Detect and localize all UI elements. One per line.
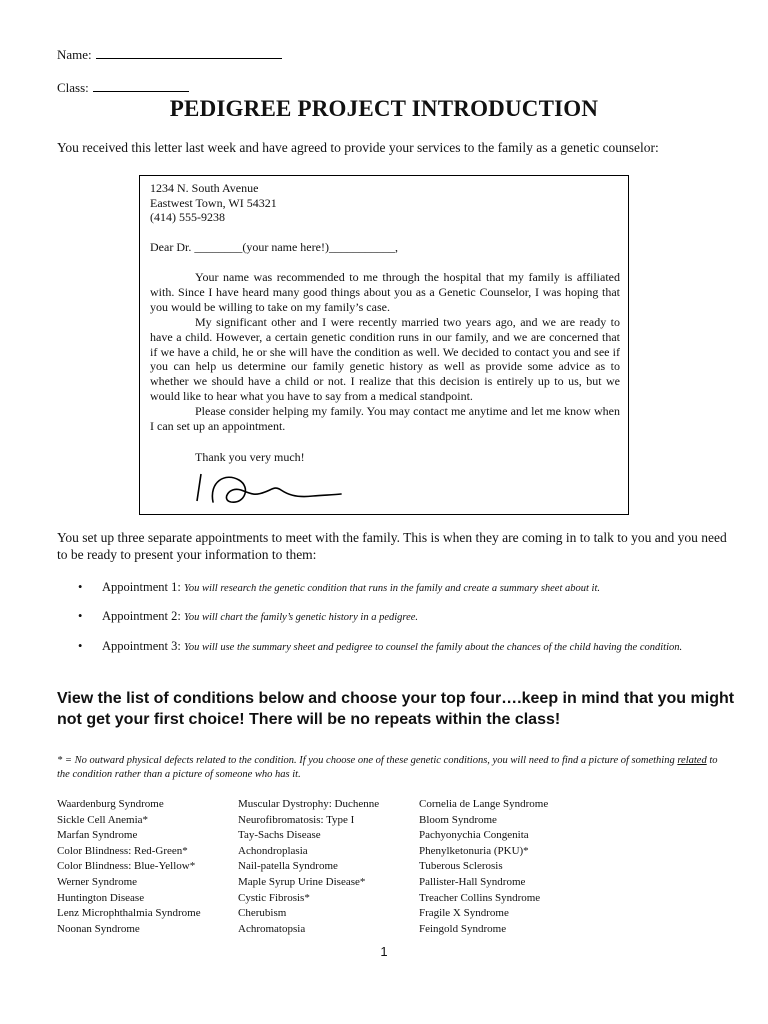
list-item: Treacher Collins Syndrome — [419, 891, 541, 904]
bullet-icon: • — [78, 639, 83, 653]
greeting-name: ________(your name here!)___________, — [194, 240, 398, 254]
list-item: Achromatopsia — [238, 922, 306, 935]
list-item: Muscular Dystrophy: Duchenne — [238, 798, 380, 810]
name-label: Name: — [57, 47, 92, 62]
appointment-desc: You will use the summary sheet and pedigree to counsel the family about the chances of the child having the condition. — [183, 642, 683, 653]
conditions-column-2 — [238, 797, 379, 937]
letter-paragraph: My significant other and I were recently married two years ago, and we are ready to have a child. However, a certain genetic condition runs in our family, and we are concerned that if we have a child, he or she will have the condition as well. We decided to contact you and see if you can help us determine our family genetic history as well as provide some advice as to whether we should have a child or not. I realize that this decision is entirely up to us, but we would like to hear what you have to say from a medical standpoint. — [150, 314, 620, 404]
appointment-label: Appointment 2: — [102, 609, 181, 623]
appointment-label: Appointment 3: — [102, 639, 181, 653]
list-item: Feingold Syndrome — [419, 922, 507, 935]
letter-address — [150, 181, 277, 225]
list-item — [78, 609, 418, 624]
conditions-note — [57, 754, 727, 781]
page-number: 1 — [380, 944, 388, 959]
list-item: Tuberous Sclerosis — [419, 860, 503, 873]
page-title: PEDIGREE PROJECT INTRODUCTION — [169, 96, 599, 121]
letter-body — [150, 270, 620, 434]
list-item: Color Blindness: Red-Green* — [57, 844, 188, 857]
appointment-desc: You will chart the family’s genetic history in a pedigree. — [183, 612, 419, 623]
list-item: Waardenburg Syndrome — [57, 798, 164, 810]
list-item: Lenz Microphthalmia Syndrome — [57, 907, 201, 920]
note-text: to the condition rather than a picture of someone who has it. — [57, 755, 718, 780]
greeting-prefix: Dear Dr. — [150, 240, 192, 254]
list-item: Cystic Fibrosis* — [238, 891, 310, 904]
class-label: Class: — [57, 80, 89, 95]
bullet-icon: • — [78, 580, 83, 594]
conditions-heading: View the list of conditions below and choose your top four….keep in mind that you might not get your first choice! There will be no repeats within the class! — [57, 690, 735, 728]
letter-paragraph: Your name was recommended to me through the hospital that my family is affiliated with. Since I have heard many good things about you as a Genetic Counselor, I was hoping that you would be willing to take on my family’s case. — [150, 270, 620, 314]
list-item — [78, 639, 682, 654]
list-item: Fragile X Syndrome — [419, 907, 509, 920]
class-blank[interactable] — [93, 80, 189, 92]
letter-closing: Thank you very much! — [195, 450, 305, 464]
appointments-intro: You set up three separate appointments to meet with the family. This is when they are coming in to talk to you and you need to be ready to present your information to them: — [57, 530, 727, 562]
class-field[interactable] — [57, 80, 189, 96]
list-item: Pallister-Hall Syndrome — [419, 875, 526, 888]
address-line: Eastwest Town, WI 54321 — [150, 195, 277, 210]
appointment-label: Appointment 1: — [102, 580, 181, 594]
note-underlined: related — [677, 755, 707, 766]
letter-box — [139, 175, 629, 515]
appointment-desc: You will research the genetic condition that runs in the family and create a summary sheet about it. — [183, 583, 601, 594]
address-line: (414) 555-9238 — [150, 210, 225, 224]
list-item: Sickle Cell Anemia* — [57, 813, 149, 826]
list-item: Neurofibromatosis: Type I — [238, 813, 355, 826]
list-item: Werner Syndrome — [57, 875, 138, 888]
name-field[interactable] — [57, 47, 282, 63]
conditions-column-3 — [419, 797, 548, 937]
list-item: Nail-patella Syndrome — [238, 860, 338, 873]
intro-text: You received this letter last week and have agreed to provide your services to the family as a genetic counselor: — [57, 140, 659, 155]
list-item: Huntington Disease — [57, 891, 145, 904]
list-item: Color Blindness: Blue-Yellow* — [57, 860, 196, 873]
list-item: Cherubism — [238, 907, 287, 920]
list-item: Marfan Syndrome — [57, 829, 138, 842]
list-item: Phenylketonuria (PKU)* — [419, 844, 529, 857]
note-text: * = No outward physical defects related to the condition. If you choose one of these genetic conditions, you will need to find a picture of something — [57, 755, 678, 766]
list-item: Pachyonychia Congenita — [419, 829, 529, 842]
letter-greeting — [150, 240, 398, 255]
conditions-column-1 — [57, 797, 201, 937]
bullet-icon: • — [78, 609, 83, 623]
list-item: Bloom Syndrome — [419, 813, 497, 826]
list-item: Tay-Sachs Disease — [238, 829, 321, 842]
name-blank[interactable] — [96, 47, 282, 59]
address-line: 1234 N. South Avenue — [150, 181, 259, 195]
list-item: Achondroplasia — [238, 844, 308, 857]
list-item: Cornelia de Lange Syndrome — [419, 798, 549, 810]
list-item: Maple Syrup Urine Disease* — [238, 875, 366, 888]
list-item: Noonan Syndrome — [57, 922, 140, 935]
list-item — [78, 580, 600, 595]
signature-image — [195, 468, 345, 508]
letter-paragraph: Please consider helping my family. You may contact me anytime and let me know when I can set up an appointment. — [150, 404, 620, 434]
